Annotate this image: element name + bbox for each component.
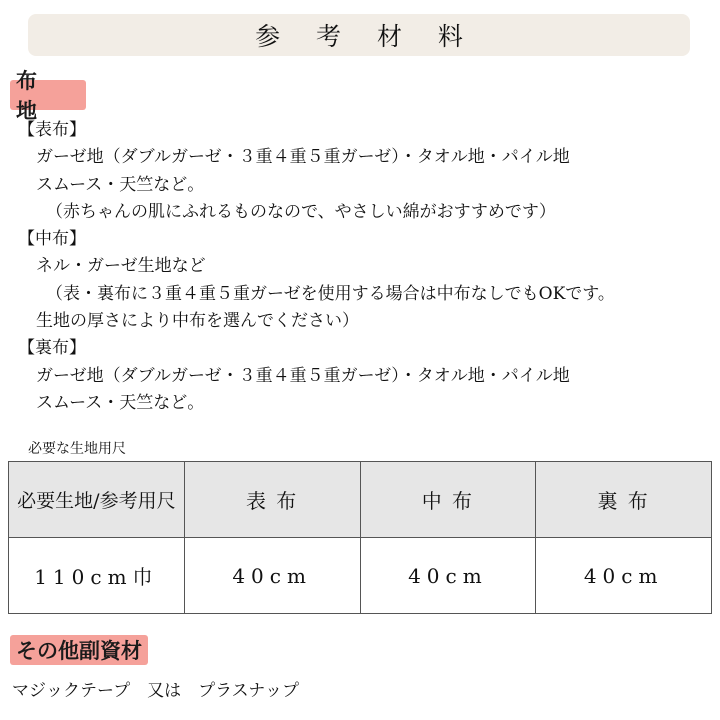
fabric-line: 生地の厚さにより中布を選んでください） (36, 311, 359, 332)
fabric-line: スムース・天竺など。 (36, 392, 205, 413)
fabric-length-table (8, 461, 712, 614)
fabric-line: ガーゼ地（ダブルガーゼ・３重４重５重ガーゼ）・タオル地・パイル地 (36, 147, 570, 168)
fabric-line: 【表布】 (18, 120, 86, 140)
fabric-line: スムース・天竺など。 (36, 174, 205, 195)
fabric-line: ネル・ガーゼ生地など (36, 256, 206, 277)
table-header-cell: 必要生地/参考用尺 (9, 462, 185, 538)
table-row (9, 538, 712, 614)
table-header-cell: 表 布 (184, 462, 360, 538)
fabric-line: （表・裏布に３重４重５重ガーゼを使用する場合は中布なしでもOKです。 (46, 283, 615, 304)
table-cell: 110cm巾 (9, 538, 185, 614)
table-header-row (9, 462, 712, 538)
section-heading-other: その他副資材 (10, 635, 148, 665)
table-header-cell: 裏 布 (536, 462, 712, 538)
fabric-line: （赤ちゃんの肌にふれるものなので、やさしい綿がおすすめです） (46, 201, 556, 222)
fabric-line: ガーゼ地（ダブルガーゼ・３重４重５重ガーゼ）・タオル地・パイル地 (36, 365, 570, 386)
table-cell: 40cm (536, 538, 712, 614)
fabric-line: 【中布】 (18, 229, 86, 250)
table-cell: 40cm (360, 538, 536, 614)
section-heading-fabric: 布 地 (10, 80, 86, 110)
other-materials-text: マジックテープ 又は プラスナップ (12, 681, 299, 701)
table-caption: 必要な生地用尺 (28, 441, 126, 457)
fabric-description (18, 117, 708, 417)
fabric-line: 【裏布】 (18, 338, 86, 359)
table-cell: 40cm (184, 538, 360, 614)
page-title: 参 考 材 料 (28, 14, 690, 56)
table-header-cell: 中 布 (360, 462, 536, 538)
